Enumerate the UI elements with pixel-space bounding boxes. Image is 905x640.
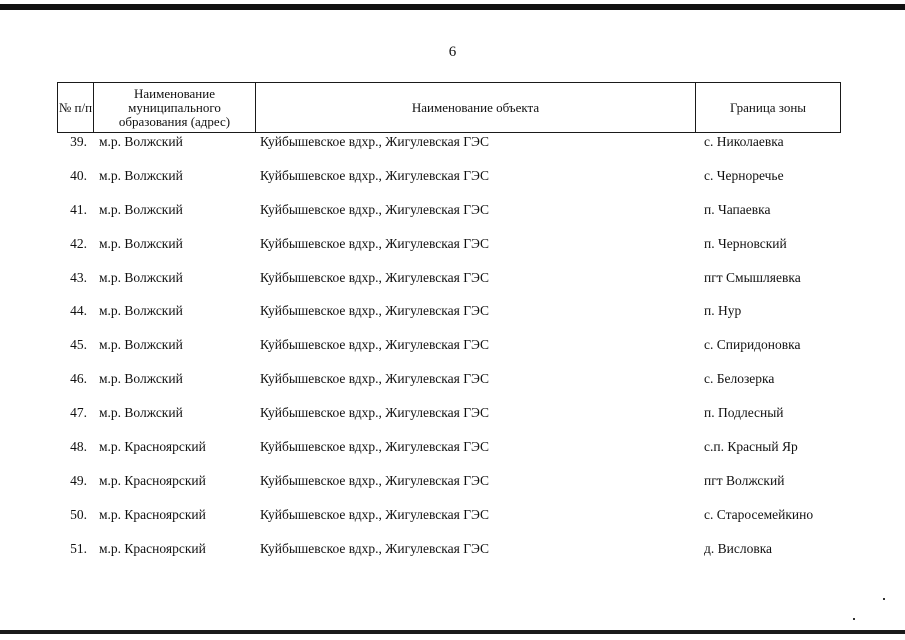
table-row	[57, 336, 841, 370]
row-number: 40.	[70, 167, 87, 183]
row-zone: п. Чапаевка	[704, 201, 771, 217]
table-row	[57, 167, 841, 201]
row-municipality: м.р. Волжский	[99, 134, 183, 149]
row-number: 39.	[70, 134, 87, 149]
scan-edge-bottom	[0, 630, 905, 634]
row-zone: с. Николаевка	[704, 134, 784, 149]
header-num: № п/п	[58, 83, 94, 132]
table-row	[57, 506, 841, 540]
row-municipality: м.р. Волжский	[99, 303, 183, 319]
row-zone: пгт Волжский	[704, 472, 785, 488]
row-object: Куйбышевское вдхр., Жигулевская ГЭС	[260, 405, 489, 421]
row-municipality: м.р. Красноярский	[99, 540, 206, 556]
row-zone: п. Нур	[704, 303, 742, 319]
row-municipality: м.р. Красноярский	[99, 472, 206, 488]
row-municipality: м.р. Волжский	[99, 337, 183, 353]
header-zone: Граница зоны	[729, 99, 807, 115]
row-object: Куйбышевское вдхр., Жигулевская ГЭС	[260, 167, 489, 183]
table-row	[57, 201, 841, 235]
row-zone: с. Спиридоновка	[704, 337, 801, 353]
row-zone: п. Подлесный	[704, 405, 784, 421]
row-number: 43.	[70, 269, 87, 285]
row-zone: с. Черноречье	[704, 167, 784, 183]
row-municipality: м.р. Волжский	[99, 235, 183, 251]
table-row	[57, 404, 841, 438]
row-number: 50.	[70, 506, 87, 522]
page-number: 6	[448, 44, 457, 60]
row-municipality: м.р. Красноярский	[99, 439, 206, 455]
row-number: 51.	[70, 540, 87, 556]
row-municipality: м.р. Волжский	[99, 167, 183, 183]
row-object: Куйбышевское вдхр., Жигулевская ГЭС	[260, 506, 489, 522]
row-zone: с.п. Красный Яр	[704, 439, 798, 455]
table-row	[57, 438, 841, 472]
scan-speck	[853, 618, 855, 620]
row-object: Куйбышевское вдхр., Жигулевская ГЭС	[260, 201, 489, 217]
row-number: 42.	[70, 235, 87, 251]
row-object: Куйбышевское вдхр., Жигулевская ГЭС	[260, 269, 489, 285]
row-object: Куйбышевское вдхр., Жигулевская ГЭС	[260, 337, 489, 353]
row-number: 41.	[70, 201, 87, 217]
row-zone: с. Старосемейкино	[704, 506, 814, 522]
row-object: Куйбышевское вдхр., Жигулевская ГЭС	[260, 303, 489, 319]
row-number: 48.	[70, 439, 87, 455]
table-row	[57, 302, 841, 336]
header-municipality: Наименование муниципального образования (адрес)	[94, 83, 256, 132]
row-object: Куйбышевское вдхр., Жигулевская ГЭС	[260, 540, 489, 556]
row-zone: д. Висловка	[704, 540, 773, 556]
table-row	[57, 370, 841, 404]
row-municipality: м.р. Волжский	[99, 201, 183, 217]
row-municipality: м.р. Волжский	[99, 269, 183, 285]
row-number: 49.	[70, 472, 87, 488]
header-object: Наименование объекта	[256, 83, 696, 132]
table-body	[57, 133, 841, 574]
row-number: 47.	[70, 405, 87, 421]
table-row	[57, 472, 841, 506]
row-zone: с. Белозерка	[704, 371, 775, 387]
row-zone: п. Черновский	[704, 235, 787, 251]
scan-edge-top	[0, 4, 905, 10]
row-object: Куйбышевское вдхр., Жигулевская ГЭС	[260, 371, 489, 387]
row-object: Куйбышевское вдхр., Жигулевская ГЭС	[260, 235, 489, 251]
row-object: Куйбышевское вдхр., Жигулевская ГЭС	[260, 472, 489, 488]
row-object: Куйбышевское вдхр., Жигулевская ГЭС	[260, 439, 489, 455]
row-number: 46.	[70, 371, 87, 387]
row-number: 45.	[70, 337, 87, 353]
table-row	[57, 540, 841, 574]
table-row	[57, 269, 841, 303]
row-object: Куйбышевское вдхр., Жигулевская ГЭС	[260, 134, 489, 149]
row-zone: пгт Смышляевка	[704, 269, 801, 285]
row-number: 44.	[70, 303, 87, 319]
table-row	[57, 235, 841, 269]
scan-speck	[883, 598, 885, 600]
row-municipality: м.р. Волжский	[99, 405, 183, 421]
table-row	[57, 133, 841, 167]
row-municipality: м.р. Красноярский	[99, 506, 206, 522]
row-municipality: м.р. Волжский	[99, 371, 183, 387]
table-header	[57, 82, 841, 133]
